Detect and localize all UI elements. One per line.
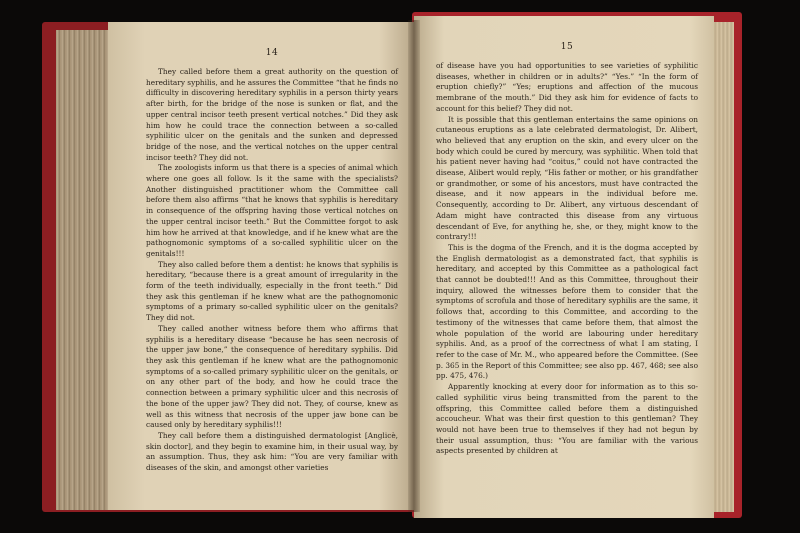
paragraph: of disease have you had opportunities to see varieties of syphilitic diseases, whether in children or in adults?” “Yes.” “In the form of eruption chiefly?” “Yes; eruptions and affection of the mucous membrane of the mouth.” Did they ask him for evidence of facts to account for this belief? They did not. bbox=[436, 61, 698, 113]
paragraph: This is the dogma of the French, and it is the dogma accepted by the English dermatologist as a demonstrated fact, that syphilis is hereditary, and accepted by this Committee as a pathological fact that cannot be doubted!!! And as this Committee, throughout their inquiry, allowed the witnesses before them to consider that the symptoms of scrofula and those of hereditary syphilis are the same, it follows that, according to this Committee, and according to the testimony of the witnesses that came before them, that almost the whole population of the world are labouring under hereditary syphilis. And, as a proof of the correctness of what I am stating, I refer to the case of Mr. M., who appeared before the Committee. (See p. 365 in the Report of this Committee; see also pp. 467, 468; see also pp. 475, 476.) bbox=[436, 242, 698, 381]
right-page bbox=[414, 16, 714, 518]
page-number: 14 bbox=[265, 48, 279, 58]
paragraph: Apparently knocking at every door for information as to this so-called syphilitic virus being transmitted from the parent to the offspring, this Committee called before them a distinguished accoucheur. What was their first question to this gentleman? They would not have been true to themselves if they had not begun by their usual assumption, thus: “You are familiar with the various aspects presented by children at bbox=[436, 382, 698, 456]
page-edges-right bbox=[712, 22, 734, 512]
paragraph: It is possible that this gentleman entertains the same opinions on cutaneous eruptions as a late celebrated dermatologist, Dr. Alibert, who believed that any eruption on the skin, and every ulcer on the body which could be cured by mercury, was syphilitic. When told that his patient never having had “coitus,” could not have contracted the disease, Alibert would reply, “His father or mother, or his grandfather or grandmother, or some of his ancestors, must have contracted the disease, and it now appears in the individual before me. Consequently, according to Dr. Alibert, any virtuous descendant of Adam might have contracted this disease from any virtuous descendant of Eve, for anything he, she, or they, might know to the contrary!!! bbox=[436, 114, 698, 242]
left-page bbox=[108, 22, 416, 510]
paragraph: They called another witness before them who affirms that syphilis is a hereditary disease “because he has seen necrosis of the upper jaw bone,” the consequence of hereditary syphilis. Did they ask this gentleman if he knew what are the pathognomonic symptoms of a so-called primary syphilitic ulcer on the genitals, or on any other part of the body, and how he could trace the connection between a primary syphilitic ulcer and this necrosis of the bone of the upper jaw? They did not. They, of course, knew as well as this witness that necrosis of the upper jaw bone can be caused only by hereditary syphilis!!! bbox=[146, 323, 398, 430]
paragraph: The zoologists inform us that there is a species of animal which where one goes all follow. Is it the same with the specialists? Another distinguished practitioner whom the Committee call before them also affirms “that he knows that syphilis is hereditary in consequence of the offspring having those vertical notches on the upper central incisor teeth.” But the Committee forgot to ask him how he arrived at that knowledge, and if he knew what are the pathognomonic symptoms of a so-called syphilitic ulcer on the genitals!!! bbox=[146, 163, 398, 258]
paragraph: They also called before them a dentist: he knows that syphilis is hereditary, “because there is a great amount of irregularity in the form of the teeth individually, especially in the front teeth.” Did they ask this gentleman if he knew what are the pathognomonic symptoms of a primary so-called syphilitic ulcer on the genitals? They did not. bbox=[146, 259, 398, 323]
page-edges-left bbox=[56, 30, 116, 510]
book-gutter bbox=[408, 20, 420, 512]
paragraph: They call before them a distinguished dermatologist [Anglicè, skin doctor], and they begin to examine him, in their usual way, by an assumption. Thus, they ask him: “You are very familiar with diseases of the skin, and amongst other varieties bbox=[146, 430, 398, 473]
page-number: 15 bbox=[560, 42, 574, 52]
paragraph: They called before them a great authority on the question of hereditary syphilis, and he assures the Committee “that he finds no difficulty in discovering hereditary syphilis in a person thirty years after birth, for the bridge of the nose is sunken or flat, and the upper central incisor teeth present vertical notches.” Did they ask him how he could trace the connection between a so-called syphilitic ulcer on the genitals and the sunken and depressed bridge of the nose, and the vertical notches on the upper central incisor teeth? They did not. bbox=[146, 67, 398, 162]
page-body bbox=[146, 67, 398, 474]
page-body bbox=[436, 61, 698, 457]
